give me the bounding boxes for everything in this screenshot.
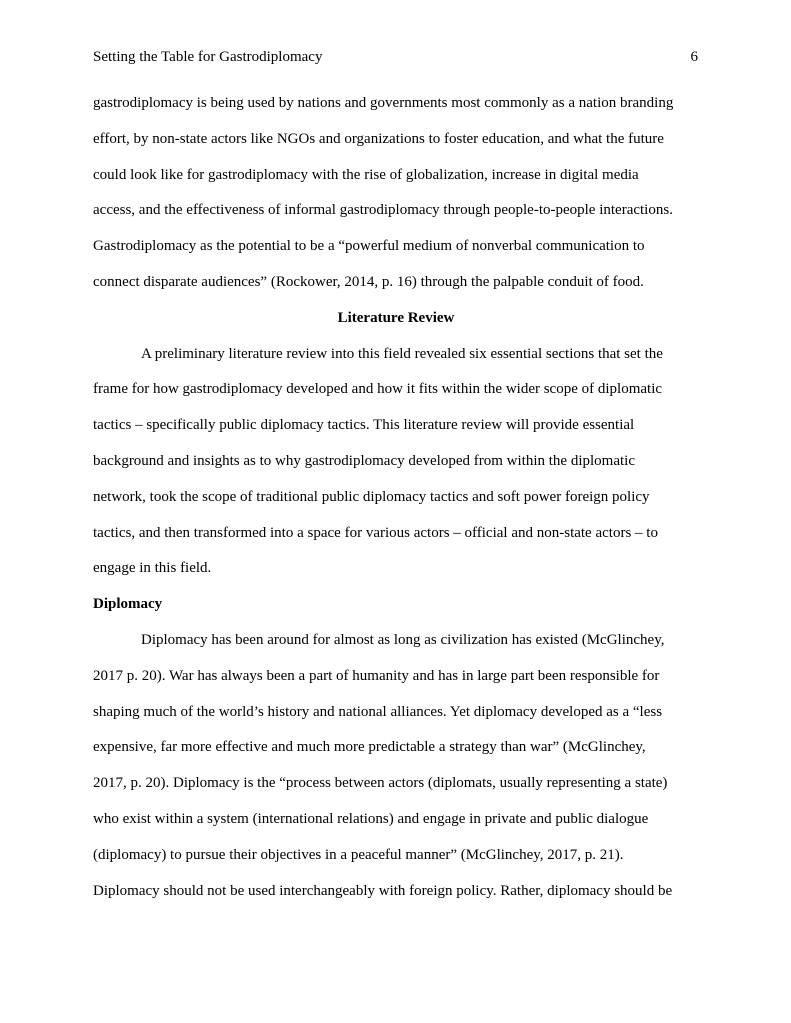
- text-line: 2017 p. 20). War has always been a part of humanity and has in large part been responsible for: [93, 667, 660, 684]
- text-line: 2017, p. 20). Diplomacy is the “process between actors (diplomats, usually representing a state): [93, 775, 668, 792]
- text-line: network, took the scope of traditional public diplomacy tactics and soft power foreign policy: [93, 488, 650, 505]
- text-line: could look like for gastrodiplomacy with the rise of globalization, increase in digital media: [93, 166, 639, 183]
- running-head: [93, 47, 698, 67]
- text-line: Diplomacy should not be used interchangeably with foreign policy. Rather, diplomacy should be: [93, 882, 673, 899]
- body-text: [93, 92, 699, 915]
- text-line: engage in this field.: [93, 560, 212, 577]
- running-title: Setting the Table for Gastrodiplomacy: [93, 49, 323, 65]
- text-line: shaping much of the world’s history and national alliances. Yet diplomacy developed as a “less: [93, 703, 663, 720]
- text-line: background and insights as to why gastrodiplomacy developed from within the diplomatic: [93, 452, 635, 469]
- text-line: tactics, and then transformed into a space for various actors – official and non-state actors – to: [93, 524, 658, 541]
- text-line: expensive, far more effective and much more predictable a strategy than war” (McGlinchey,: [93, 739, 646, 756]
- text-line: tactics – specifically public diplomacy tactics. This literature review will provide essential: [93, 417, 635, 434]
- section-heading: Literature Review: [337, 309, 455, 326]
- page-number: 6: [690, 49, 698, 65]
- subsection-heading: Diplomacy: [93, 596, 163, 613]
- text-line: connect disparate audiences” (Rockower, 2014, p. 16) through the palpable conduit of food.: [93, 273, 644, 290]
- text-line: (diplomacy) to pursue their objectives in a peaceful manner” (McGlinchey, 2017, p. 21).: [93, 846, 624, 863]
- text-line: Gastrodiplomacy as the potential to be a “powerful medium of nonverbal communication to: [93, 238, 645, 255]
- paragraph-first-line: Diplomacy has been around for almost as long as civilization has existed (McGlinchey,: [141, 631, 665, 648]
- text-line: access, and the effectiveness of informal gastrodiplomacy through people-to-people interactions.: [93, 202, 673, 219]
- paragraph-first-line: A preliminary literature review into this field revealed six essential sections that set the: [141, 345, 663, 362]
- text-line: gastrodiplomacy is being used by nations and governments most commonly as a nation branding: [93, 95, 674, 111]
- text-line: who exist within a system (international relations) and engage in private and public dialogue: [93, 810, 649, 827]
- text-line: frame for how gastrodiplomacy developed and how it fits within the wider scope of diplomatic: [93, 381, 663, 398]
- text-line: effort, by non-state actors like NGOs and organizations to foster education, and what the future: [93, 130, 664, 147]
